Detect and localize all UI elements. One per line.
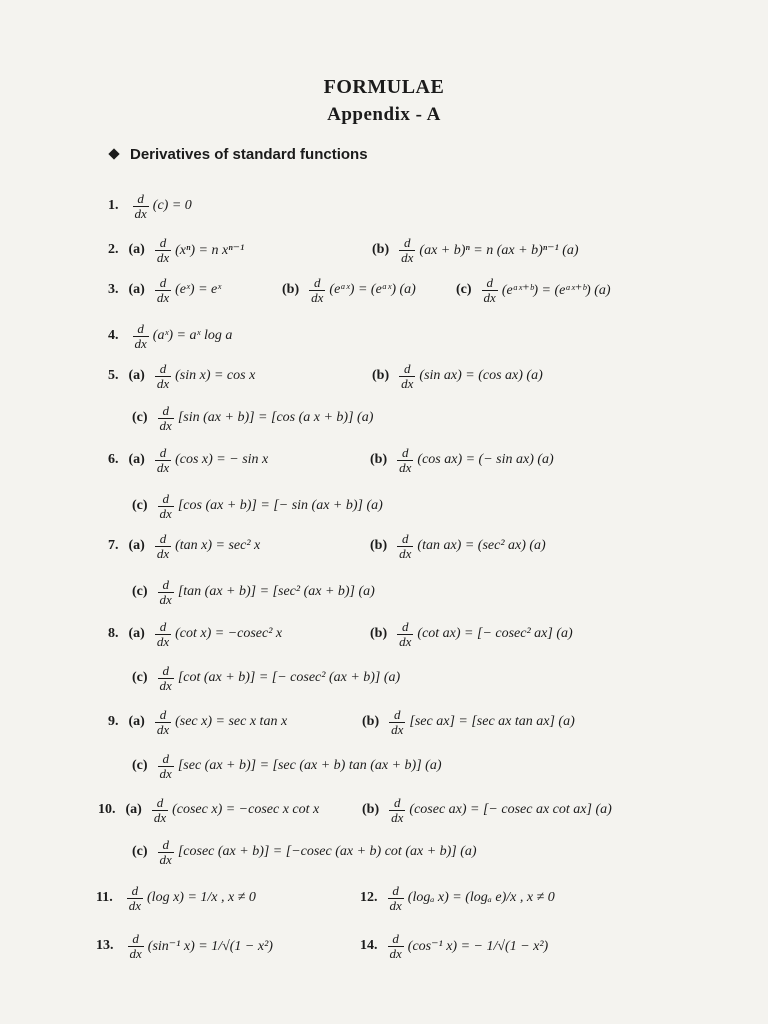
formula-part-label: (a)	[128, 538, 145, 554]
derivative-numerator: d	[131, 883, 139, 898]
derivative-operator	[152, 796, 168, 824]
derivative-numerator: d	[392, 883, 399, 898]
formula-number: 6.	[108, 452, 119, 468]
derivative-denominator: dx	[159, 591, 172, 607]
page-title: FORMULAE	[323, 76, 445, 98]
formula-row	[108, 322, 232, 350]
formula-row	[456, 276, 611, 304]
formula-part-label: (b)	[372, 242, 390, 258]
derivative-denominator: dx	[399, 459, 412, 475]
formula-row	[370, 446, 554, 474]
derivative-denominator: dx	[134, 335, 147, 351]
derivative-numerator: d	[159, 619, 167, 634]
derivative-denominator: dx	[311, 289, 324, 305]
derivative-numerator: d	[402, 619, 409, 634]
derivative-numerator: d	[132, 931, 139, 946]
derivative-denominator: dx	[389, 945, 402, 961]
formula-expression: (aˣ) = aˣ log a	[152, 328, 233, 344]
formula-part-label: (b)	[370, 626, 388, 642]
derivative-denominator: dx	[128, 897, 142, 913]
derivative-numerator: d	[159, 235, 167, 250]
derivative-numerator: d	[162, 577, 169, 592]
formula-row	[96, 932, 273, 960]
derivative-denominator: dx	[391, 721, 404, 737]
formula-row	[108, 532, 260, 560]
formula-expression: [sin (ax + b)] = [cos (a x + b)] (a)	[177, 410, 374, 426]
derivative-numerator: d	[162, 751, 169, 766]
formula-expression: (sin x) = cos x	[175, 368, 256, 384]
formula-expression: (eᵃˣ) = (eᵃˣ) (a)	[329, 282, 416, 298]
formula-part-label: (a)	[128, 714, 145, 730]
formula-part-label: (a)	[128, 282, 145, 298]
formula-number: 5.	[108, 368, 119, 384]
formula-number: 3.	[108, 282, 119, 298]
formula-part-label: (c)	[132, 844, 148, 860]
formula-part-label: (c)	[132, 410, 148, 426]
formula-expression: (eᵃˣ⁺ᵇ) = (eᵃˣ⁺ᵇ) (a)	[501, 282, 611, 298]
derivative-numerator: d	[162, 837, 169, 852]
formula-part-label: (b)	[370, 452, 388, 468]
formula-expression: [cosec (ax + b)] = [−cosec (ax + b) cot (ax + b)] (a)	[177, 844, 477, 860]
formula-part-label: (a)	[128, 626, 145, 642]
formula-part-label: (c)	[456, 282, 472, 298]
formula-number: 2.	[108, 242, 119, 258]
derivative-denominator: dx	[156, 289, 170, 305]
diamond-bullet-icon	[108, 148, 119, 159]
derivative-operator	[158, 404, 174, 432]
derivative-denominator: dx	[399, 545, 412, 561]
derivative-operator	[482, 276, 498, 304]
formula-number: 10.	[98, 802, 116, 818]
derivative-denominator: dx	[129, 945, 142, 961]
section-title: Derivatives of standard functions	[130, 146, 368, 163]
formula-expression: (c) = 0	[152, 198, 192, 214]
formula-expression: (cosec x) = −cosec x cot x	[172, 802, 320, 818]
formula-row	[132, 492, 383, 520]
formula-row	[108, 236, 244, 264]
formula-row	[108, 192, 192, 220]
formula-number: 11.	[96, 890, 113, 906]
derivative-denominator: dx	[156, 459, 170, 475]
derivative-operator	[158, 664, 174, 692]
derivative-denominator: dx	[391, 809, 404, 825]
formula-row	[132, 578, 375, 606]
derivative-operator	[128, 932, 144, 960]
derivative-denominator: dx	[134, 205, 147, 221]
formula-expression: (sin⁻¹ x) = 1/√(1 − x²)	[147, 938, 273, 954]
formula-expression: (cos x) = − sin x	[175, 452, 269, 468]
formula-number: 1.	[108, 198, 119, 214]
formula-expression: (sec x) = sec x tan x	[175, 714, 288, 730]
formula-part-label: (b)	[282, 282, 300, 298]
formula-expression: [sec ax] = [sec ax tan ax] (a)	[409, 714, 575, 730]
formula-row	[370, 532, 546, 560]
formula-row	[360, 884, 555, 912]
formula-number: 8.	[108, 626, 119, 642]
derivative-numerator: d	[404, 235, 411, 250]
formula-expression: (eˣ) = eˣ	[175, 282, 222, 298]
derivative-numerator: d	[404, 361, 411, 376]
derivative-operator	[309, 276, 325, 304]
derivative-denominator: dx	[156, 249, 170, 265]
formula-number: 13.	[96, 938, 114, 954]
formula-part-label: (c)	[132, 584, 148, 600]
formula-expression: (tan x) = sec² x	[175, 538, 261, 554]
derivative-numerator: d	[162, 403, 169, 418]
derivative-denominator: dx	[159, 417, 172, 433]
formula-number: 9.	[108, 714, 119, 730]
formula-part-label: (a)	[128, 368, 145, 384]
formula-part-label: (c)	[132, 670, 148, 686]
derivative-denominator: dx	[401, 375, 414, 391]
derivative-numerator: d	[137, 191, 144, 206]
derivative-operator	[388, 884, 404, 912]
formula-row	[108, 708, 287, 736]
derivative-operator	[155, 620, 171, 648]
derivative-operator	[158, 838, 174, 866]
derivative-numerator: d	[159, 445, 167, 460]
derivative-operator	[389, 708, 405, 736]
formula-row	[372, 362, 543, 390]
formula-expression: (tan ax) = (sec² ax) (a)	[417, 538, 546, 554]
formula-part-label: (b)	[362, 802, 380, 818]
formula-expression: [sec (ax + b)] = [sec (ax + b) tan (ax + b)] (a)	[177, 758, 442, 774]
derivative-denominator: dx	[401, 249, 414, 265]
section-heading	[110, 146, 368, 163]
derivative-denominator: dx	[399, 633, 412, 649]
formula-part-label: (b)	[362, 714, 380, 730]
derivative-operator	[399, 362, 415, 390]
formula-expression: (cos ax) = (− sin ax) (a)	[417, 452, 554, 468]
derivative-denominator: dx	[159, 851, 172, 867]
derivative-operator	[155, 446, 171, 474]
formula-row	[370, 620, 573, 648]
derivative-operator	[133, 192, 149, 220]
derivative-operator	[155, 276, 171, 304]
appendix-title: Appendix - A	[327, 104, 441, 125]
formula-row	[132, 404, 373, 432]
formula-row	[132, 752, 442, 780]
derivative-numerator: d	[402, 531, 409, 546]
formula-expression: (ax + b)ⁿ = n (ax + b)ⁿ⁻¹ (a)	[419, 242, 579, 258]
derivative-numerator: d	[159, 361, 167, 376]
formula-row	[108, 446, 268, 474]
formula-expression: (cosec ax) = [− cosec ax cot ax] (a)	[409, 802, 612, 818]
derivative-numerator: d	[159, 275, 167, 290]
derivative-operator	[158, 492, 174, 520]
derivative-denominator: dx	[156, 633, 170, 649]
formula-expression: (logₐ x) = (logₐ e)/x , x ≠ 0	[407, 890, 555, 906]
formula-expression: (xⁿ) = n xⁿ⁻¹	[175, 242, 245, 258]
derivative-operator	[155, 708, 171, 736]
derivative-denominator: dx	[159, 677, 172, 693]
formula-part-label: (a)	[125, 802, 142, 818]
derivative-numerator: d	[314, 275, 321, 290]
derivative-operator	[127, 884, 143, 912]
derivative-denominator: dx	[156, 375, 170, 391]
derivative-denominator: dx	[159, 765, 172, 781]
formula-row	[108, 620, 282, 648]
formula-row	[132, 838, 477, 866]
derivative-denominator: dx	[156, 721, 170, 737]
formula-part-label: (b)	[372, 368, 390, 384]
derivative-numerator: d	[392, 931, 399, 946]
formula-expression: [cot (ax + b)] = [− cosec² (ax + b)] (a)	[177, 670, 401, 686]
derivative-numerator: d	[159, 531, 167, 546]
formula-row	[98, 796, 319, 824]
formula-row	[108, 362, 255, 390]
formula-part-label: (a)	[128, 242, 145, 258]
formula-expression: (sin ax) = (cos ax) (a)	[419, 368, 543, 384]
formula-row	[372, 236, 579, 264]
derivative-operator	[388, 932, 404, 960]
derivative-denominator: dx	[483, 289, 496, 305]
derivative-numerator: d	[486, 275, 493, 290]
formula-part-label: 14.	[360, 938, 378, 954]
derivative-numerator: d	[159, 707, 167, 722]
derivative-numerator: d	[394, 707, 401, 722]
formula-row	[96, 884, 256, 912]
derivative-denominator: dx	[153, 809, 167, 825]
formula-expression: (cot ax) = [− cosec² ax] (a)	[417, 626, 573, 642]
formula-expression: (log x) = 1/x , x ≠ 0	[147, 890, 256, 906]
formula-part-label: (a)	[128, 452, 145, 468]
derivative-operator	[158, 578, 174, 606]
formula-number: 4.	[108, 328, 119, 344]
formula-expression: [cos (ax + b)] = [− sin (ax + b)] (a)	[177, 498, 383, 514]
derivative-operator	[133, 322, 149, 350]
derivative-operator	[155, 362, 171, 390]
formula-row	[108, 276, 221, 304]
derivative-numerator: d	[156, 795, 164, 810]
formula-number: 7.	[108, 538, 119, 554]
derivative-operator	[397, 446, 413, 474]
derivative-numerator: d	[402, 445, 409, 460]
formula-row	[360, 932, 548, 960]
formula-expression: (cot x) = −cosec² x	[175, 626, 283, 642]
derivative-denominator: dx	[156, 545, 170, 561]
derivative-operator	[389, 796, 405, 824]
derivative-denominator: dx	[159, 505, 172, 521]
formula-expression: [tan (ax + b)] = [sec² (ax + b)] (a)	[177, 584, 375, 600]
derivative-operator	[397, 532, 413, 560]
derivative-operator	[158, 752, 174, 780]
formula-part-label: 12.	[360, 890, 378, 906]
derivative-operator	[155, 532, 171, 560]
derivative-denominator: dx	[389, 897, 402, 913]
formula-row	[282, 276, 416, 304]
derivative-operator	[155, 236, 171, 264]
derivative-numerator: d	[394, 795, 401, 810]
derivative-numerator: d	[162, 491, 169, 506]
formula-row	[362, 708, 575, 736]
formula-part-label: (b)	[370, 538, 388, 554]
formula-row	[362, 796, 612, 824]
derivative-operator	[399, 236, 415, 264]
formula-row	[132, 664, 400, 692]
derivative-operator	[397, 620, 413, 648]
formula-expression: (cos⁻¹ x) = − 1/√(1 − x²)	[407, 938, 549, 954]
derivative-numerator: d	[137, 321, 144, 336]
formula-part-label: (c)	[132, 498, 148, 514]
formula-part-label: (c)	[132, 758, 148, 774]
derivative-numerator: d	[162, 663, 169, 678]
